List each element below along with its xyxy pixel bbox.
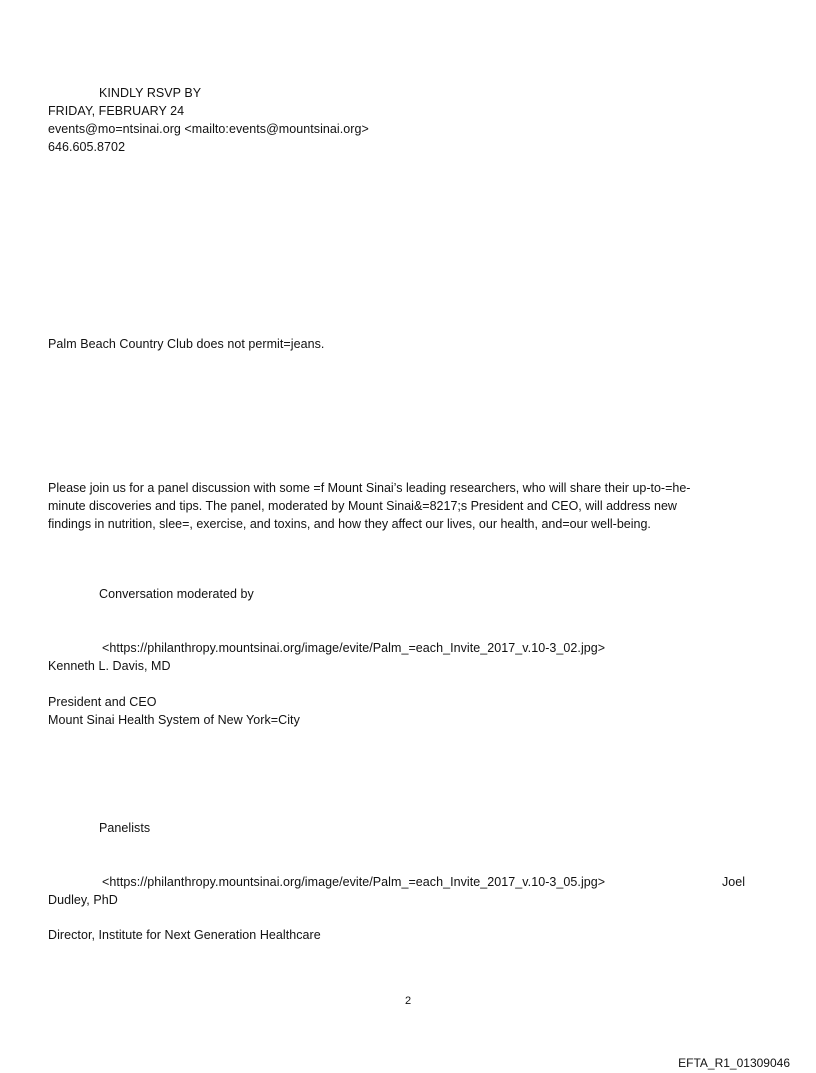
panelists-heading: Panelists [99,821,151,835]
dress-code-note: Palm Beach Country Club does not permit=jeans. [48,337,325,351]
moderator-name: Kenneth L. Davis, MD [48,659,171,673]
moderator-heading: Conversation moderated by [99,587,254,601]
moderator-image-link[interactable]: <https://philanthropy.mountsinai.org/image/evite/Palm_=each_Invite_2017_v.10-3_02.jpg> [102,641,606,655]
rsvp-phone: 646.605.8702 [48,140,126,154]
rsvp-date: FRIDAY, FEBRUARY 24 [48,104,185,118]
panelist-title: Director, Institute for Next Generation Healthcare [48,928,321,942]
panelist-name-rest: Dudley, PhD [48,893,118,907]
moderator-title: President and CEO [48,695,157,709]
rsvp-email-link[interactable]: events@mo=ntsinai.org <mailto:events@mountsinai.org> [48,122,369,136]
intro-line: Please join us for a panel discussion with some =f Mount Sinai’s leading researchers, who will share their up-to-=he- [48,481,691,495]
moderator-organization: Mount Sinai Health System of New York=City [48,713,300,727]
rsvp-heading: KINDLY RSVP BY [99,86,202,100]
panelist-first-name: Joel [722,875,746,889]
intro-paragraph [48,479,748,533]
intro-line: findings in nutrition, slee=, exercise, and toxins, and how they affect our lives, our health, and=our well-being. [48,517,651,531]
bates-number: EFTA_R1_01309046 [678,1056,790,1070]
page-number: 2 [404,995,412,1007]
panelist-image-link[interactable]: <https://philanthropy.mountsinai.org/image/evite/Palm_=each_Invite_2017_v.10-3_05.jpg> [102,875,606,889]
intro-line: minute discoveries and tips. The panel, moderated by Mount Sinai&=8217;s President and CEO, will address new [48,499,677,513]
